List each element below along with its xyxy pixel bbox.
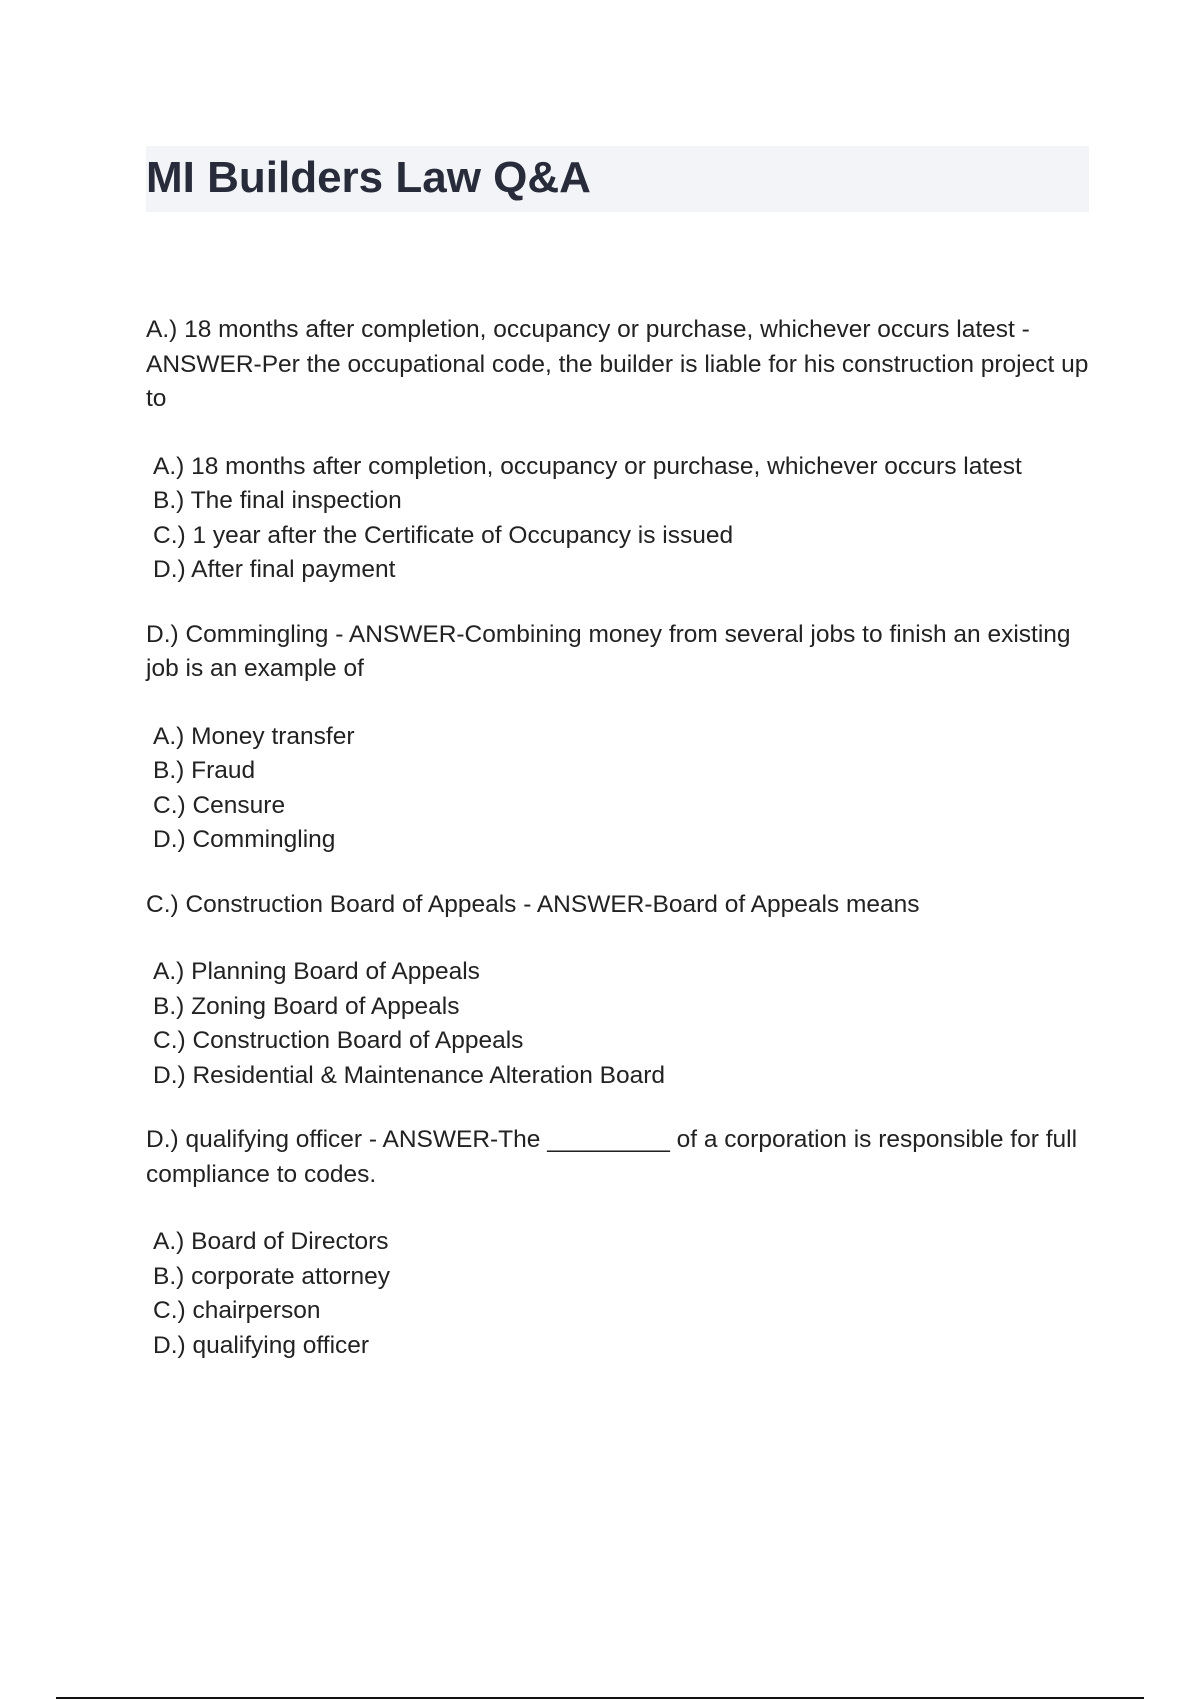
answer-option: D.) qualifying officer [153,1331,370,1359]
footer-divider [56,1697,1144,1699]
qa-item [146,313,1096,588]
answer-option: A.) Board of Directors [153,1228,389,1255]
answer-option: B.) The final inspection [153,487,402,514]
qa-item [146,1123,1096,1363]
answer-option: A.) Planning Board of Appeals [153,958,480,985]
question-text: A.) 18 months after completion, occupancy or purchase, whichever occurs latest - ANSWER-Per the occupational code, the builder is liable for his construction project up to [146,316,1089,412]
question-text: D.) Commingling - ANSWER-Combining money from several jobs to finish an existing job is an example of [146,620,1071,682]
answer-option: C.) Construction Board of Appeals [153,1027,524,1054]
answer-options [146,720,1096,858]
answer-option: A.) Money transfer [153,722,355,750]
answer-option: D.) Residential & Maintenance Alteration Board [153,1061,666,1089]
qa-item [146,618,1096,858]
qa-list [146,313,1096,1393]
page-title: MI Builders Law Q&A [146,153,591,202]
qa-item [146,888,1096,1094]
answer-option: C.) chairperson [153,1297,321,1324]
question-text: D.) qualifying officer - ANSWER-The _________ of a corporation is responsible for full compliance to codes. [146,1126,1078,1188]
answer-option: C.) 1 year after the Certificate of Occupancy is issued [153,521,734,549]
answer-option: B.) Zoning Board of Appeals [153,992,460,1020]
answer-options [146,1225,1096,1363]
question-text: C.) Construction Board of Appeals - ANSWER-Board of Appeals means [146,890,920,918]
answer-option: B.) corporate attorney [153,1262,390,1290]
answer-option: A.) 18 months after completion, occupancy or purchase, whichever occurs latest [153,452,1022,480]
answer-option: D.) Commingling [153,826,336,853]
title-banner [146,146,1089,212]
answer-option: C.) Censure [153,791,286,819]
answer-option: D.) After final payment [153,556,396,583]
answer-options [146,955,1096,1093]
answer-options [146,450,1096,588]
answer-option: B.) Fraud [153,757,256,784]
